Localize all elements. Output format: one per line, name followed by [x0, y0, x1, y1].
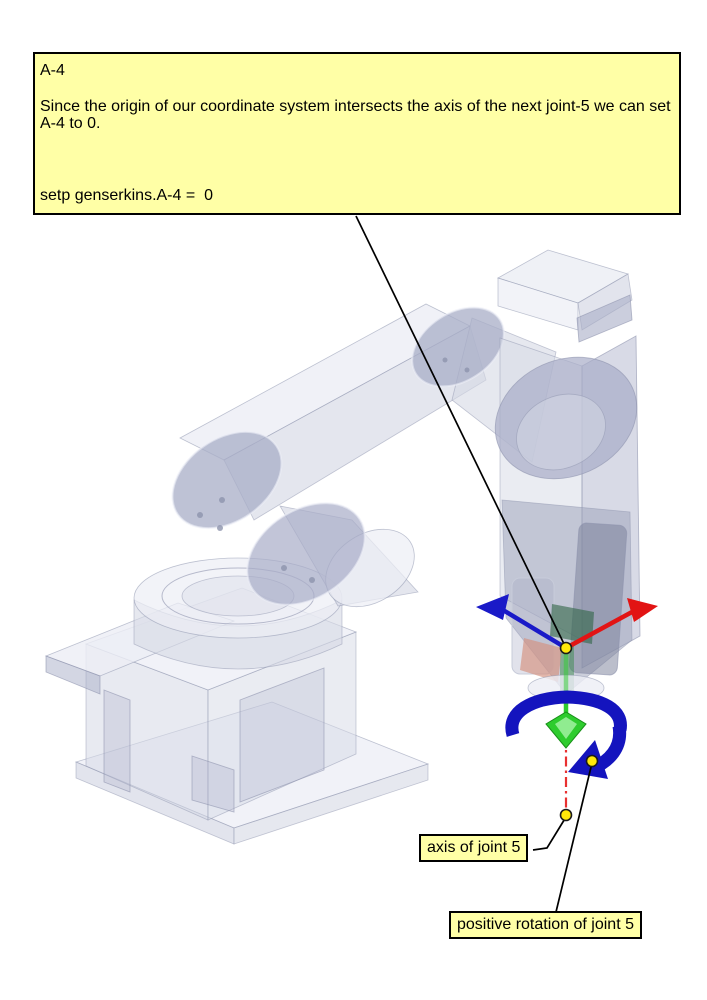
robot-illustration — [46, 250, 656, 844]
note-command: setp genserkins.A-4 = 0 — [40, 187, 213, 204]
note-title: A-4 — [40, 62, 65, 79]
note-body: Since the origin of our coordinate system intersects the axis of the next joint-5 we can set A-4 to 0. — [40, 98, 671, 132]
origin-marker-dot — [561, 643, 572, 654]
rotation-label-leader-line — [556, 763, 592, 912]
rotation-marker-dot — [587, 756, 598, 767]
axis-label-leader-line — [533, 817, 566, 850]
label-axis-of-joint-5: axis of joint 5 — [419, 834, 528, 862]
axis-marker-dot — [561, 810, 572, 821]
label-positive-rotation-of-joint-5: positive rotation of joint 5 — [449, 911, 642, 939]
note-box-a4 — [33, 52, 681, 215]
